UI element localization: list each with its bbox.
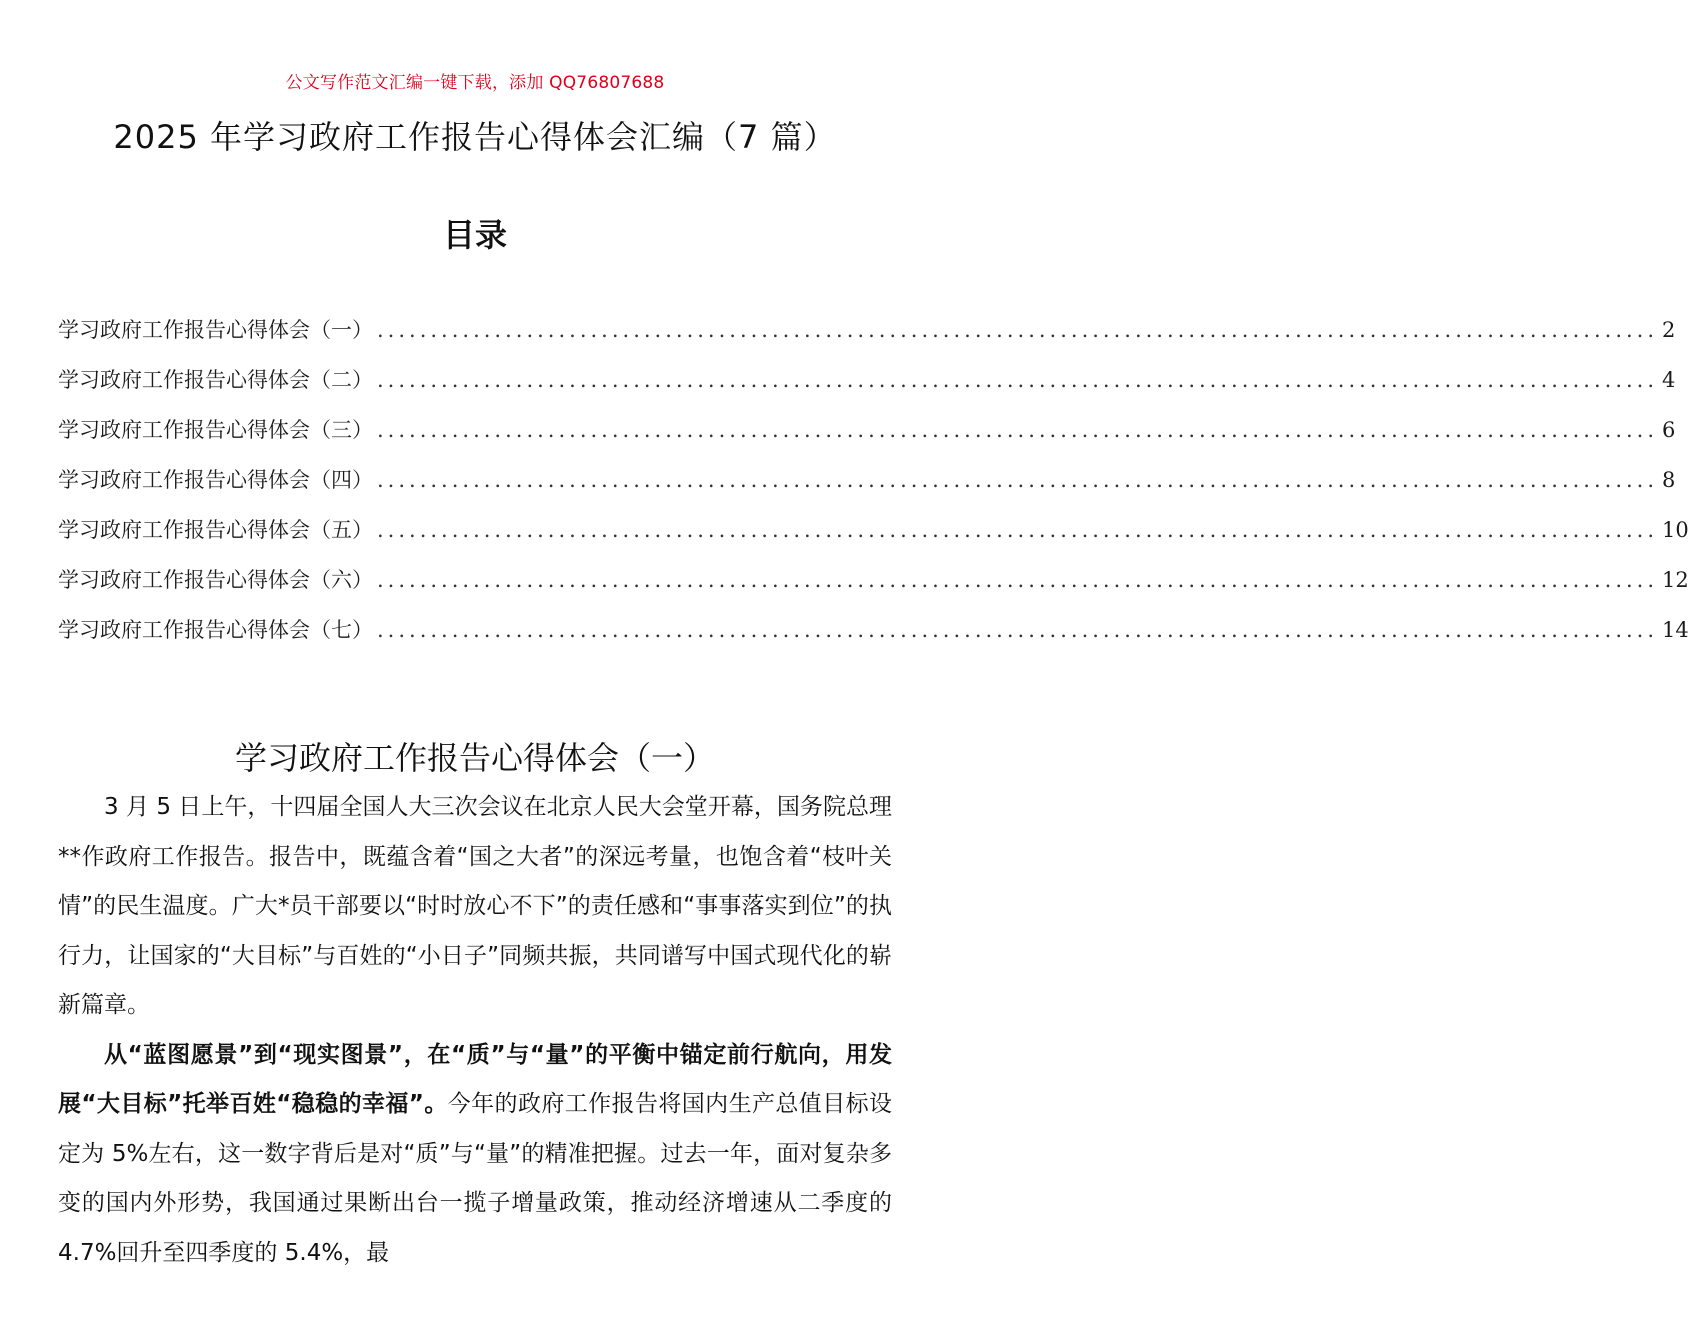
promo-banner[interactable]: 公文写作范文汇编一键下载，添加 QQ76807688 xyxy=(285,73,665,93)
toc-leader-dots: ........................................................................................................................ xyxy=(377,368,1659,392)
section-title: 学习政府工作报告心得体会（一） xyxy=(234,739,715,777)
body-paragraph xyxy=(58,1031,892,1279)
toc-leader-dots: ........................................................................................................................ xyxy=(377,318,1659,342)
toc-item-label: 学习政府工作报告心得体会（五） xyxy=(58,518,373,542)
toc-item-page: 12 xyxy=(1662,568,1689,592)
toc-item-page: 10 xyxy=(1662,518,1689,542)
toc-leader-dots: ........................................................................................................................ xyxy=(377,618,1659,642)
paragraph-text: 今年的政府工作报告将国内生产总值目标设定为 5%左右，这一数字背后是对“质”与“量”的精准把握。过去一年，面对复杂多变的国内外形势，我国通过果断出台一揽子增量政策，推动经济增速从二季度的 4.7%回升至四季度的 5.4%，最 xyxy=(58,1091,893,1266)
toc-item-6[interactable] xyxy=(58,564,1689,614)
toc-item-page: 2 xyxy=(1662,318,1676,342)
toc-item-page: 6 xyxy=(1662,418,1676,442)
toc-leader-dots: ........................................................................................................................ xyxy=(377,518,1659,542)
toc-item-page: 4 xyxy=(1662,368,1676,392)
toc-item-3[interactable] xyxy=(58,414,1676,464)
toc-item-5[interactable] xyxy=(58,514,1689,564)
paragraph-lead: 从“蓝图愿景”到“现实图景”，在“质”与“量”的平衡中锚定前行航向，用发展“大目标”托举百姓“稳稳的幸福”。 xyxy=(58,1041,892,1117)
toc-item-label: 学习政府工作报告心得体会（三） xyxy=(58,418,373,442)
paragraph-text: 3 月 5 日上午，十四届全国人大三次会议在北京人民大会堂开幕，国务院总理**作政府工作报告。报告中，既蕴含着“国之大者”的深远考量，也饱含着“枝叶关情”的民生温度。广大*员干部要以“时时放心不下”的责任感和“事事落实到位”的执行力，让国家的“大目标”与百姓的“小日子”同频共振，共同谱写中国式现代化的崭新篇章。 xyxy=(58,794,892,1018)
toc-item-page: 8 xyxy=(1662,468,1676,492)
toc-heading: 目录 xyxy=(442,216,507,254)
document-title: 2025 年学习政府工作报告心得体会汇编（7 篇） xyxy=(113,118,837,156)
table-of-contents xyxy=(58,314,1689,664)
toc-item-label: 学习政府工作报告心得体会（六） xyxy=(58,568,373,592)
toc-item-label: 学习政府工作报告心得体会（二） xyxy=(58,368,373,392)
toc-item-label: 学习政府工作报告心得体会（一） xyxy=(58,318,373,342)
toc-item-2[interactable] xyxy=(58,364,1676,414)
toc-leader-dots: ........................................................................................................................ xyxy=(377,568,1659,592)
toc-item-label: 学习政府工作报告心得体会（四） xyxy=(58,468,373,492)
toc-item-7[interactable] xyxy=(58,614,1689,664)
toc-leader-dots: ........................................................................................................................ xyxy=(377,468,1659,492)
toc-item-4[interactable] xyxy=(58,464,1676,514)
body-paragraph xyxy=(58,783,892,1031)
toc-leader-dots: ........................................................................................................................ xyxy=(377,418,1659,442)
toc-item-page: 14 xyxy=(1662,618,1689,642)
toc-item-label: 学习政府工作报告心得体会（七） xyxy=(58,618,373,642)
section-body xyxy=(58,783,892,1278)
toc-item-1[interactable] xyxy=(58,314,1676,364)
